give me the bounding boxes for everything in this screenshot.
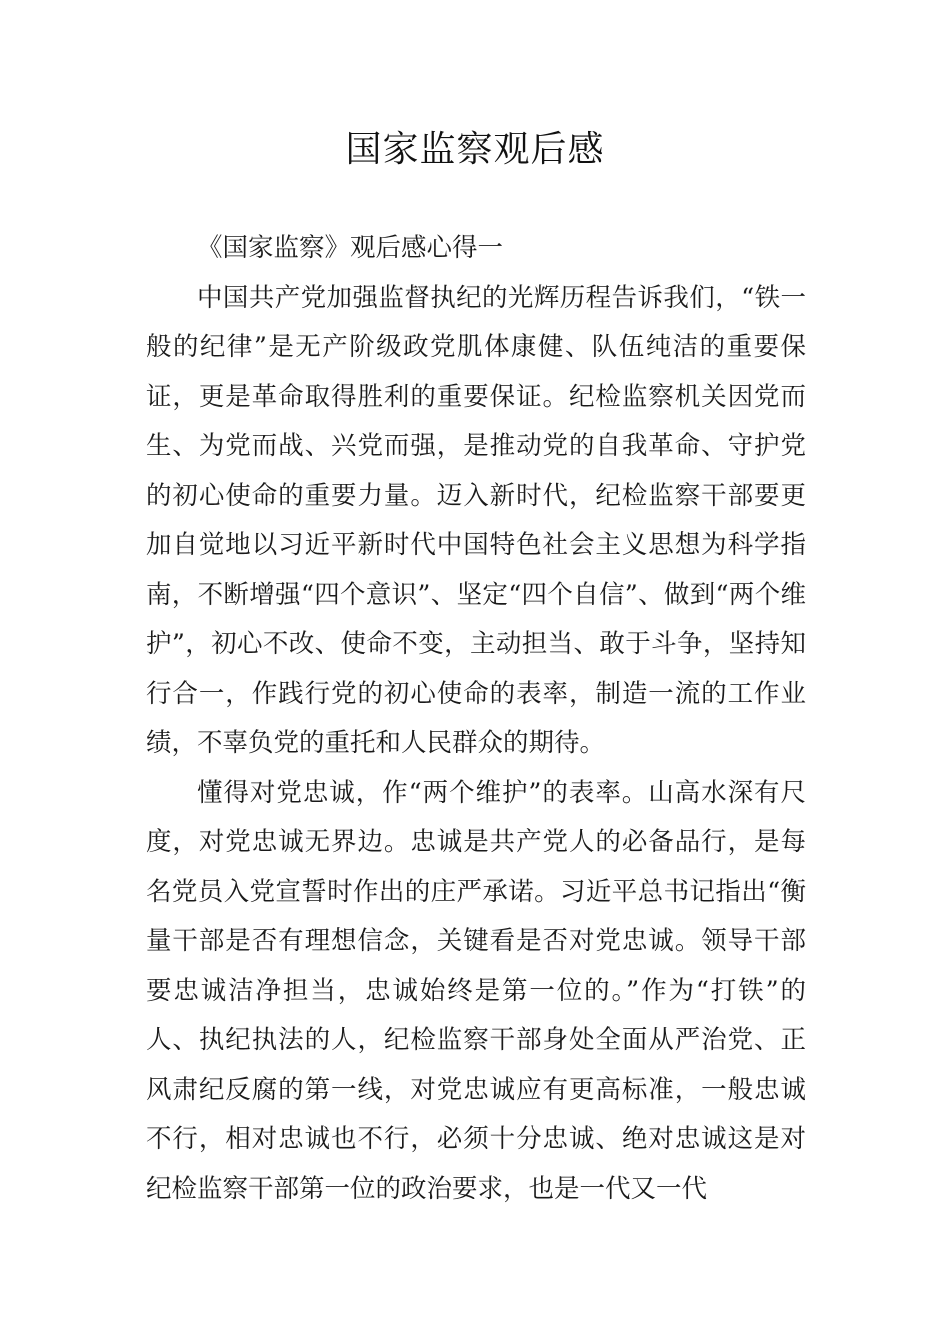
- paragraph-1: 中国共产党加强监督执纪的光辉历程告诉我们，“铁一般的纪律”是无产阶级政党肌体康健、队伍纯洁的重要保证，更是革命取得胜利的重要保证。纪检监察机关因党而生、为党而战、兴党而强，是推动党的自我革命、守护党的初心使命的重要力量。迈入新时代，纪检监察干部要更加自觉地以习近平新时代中国特色社会主义思想为科学指南，不断增强“四个意识”、坚定“四个自信”、做到“两个维护”，初心不改、使命不变，主动担当、敢于斗争，坚持知行合一，作践行党的初心使命的表率，制造一流的工作业绩，不辜负党的重托和人民群众的期待。: [146, 282, 806, 758]
- paragraph-2: 懂得对党忠诚，作“两个维护”的表率。山高水深有尺度，对党忠诚无界边。忠诚是共产党人的必备品行，是每名党员入党宣誓时作出的庄严承诺。习近平总书记指出“衡量干部是否有理想信念，关键看是否对党忠诚。领导干部要忠诚洁净担当，忠诚始终是第一位的。”作为“打铁”的人、执纪执法的人，纪检监察干部身处全面从严治党、正风肃纪反腐的第一线，对党忠诚应有更高标准，一般忠诚不行，相对忠诚也不行，必须十分忠诚、绝对忠诚这是对纪检监察干部第一位的政治要求，也是一代又一代: [146, 777, 806, 1204]
- document-title: 国家监察观后感: [345, 129, 605, 170]
- document-subtitle: 《国家监察》观后感心得一: [197, 233, 504, 263]
- document-body: [146, 224, 806, 1214]
